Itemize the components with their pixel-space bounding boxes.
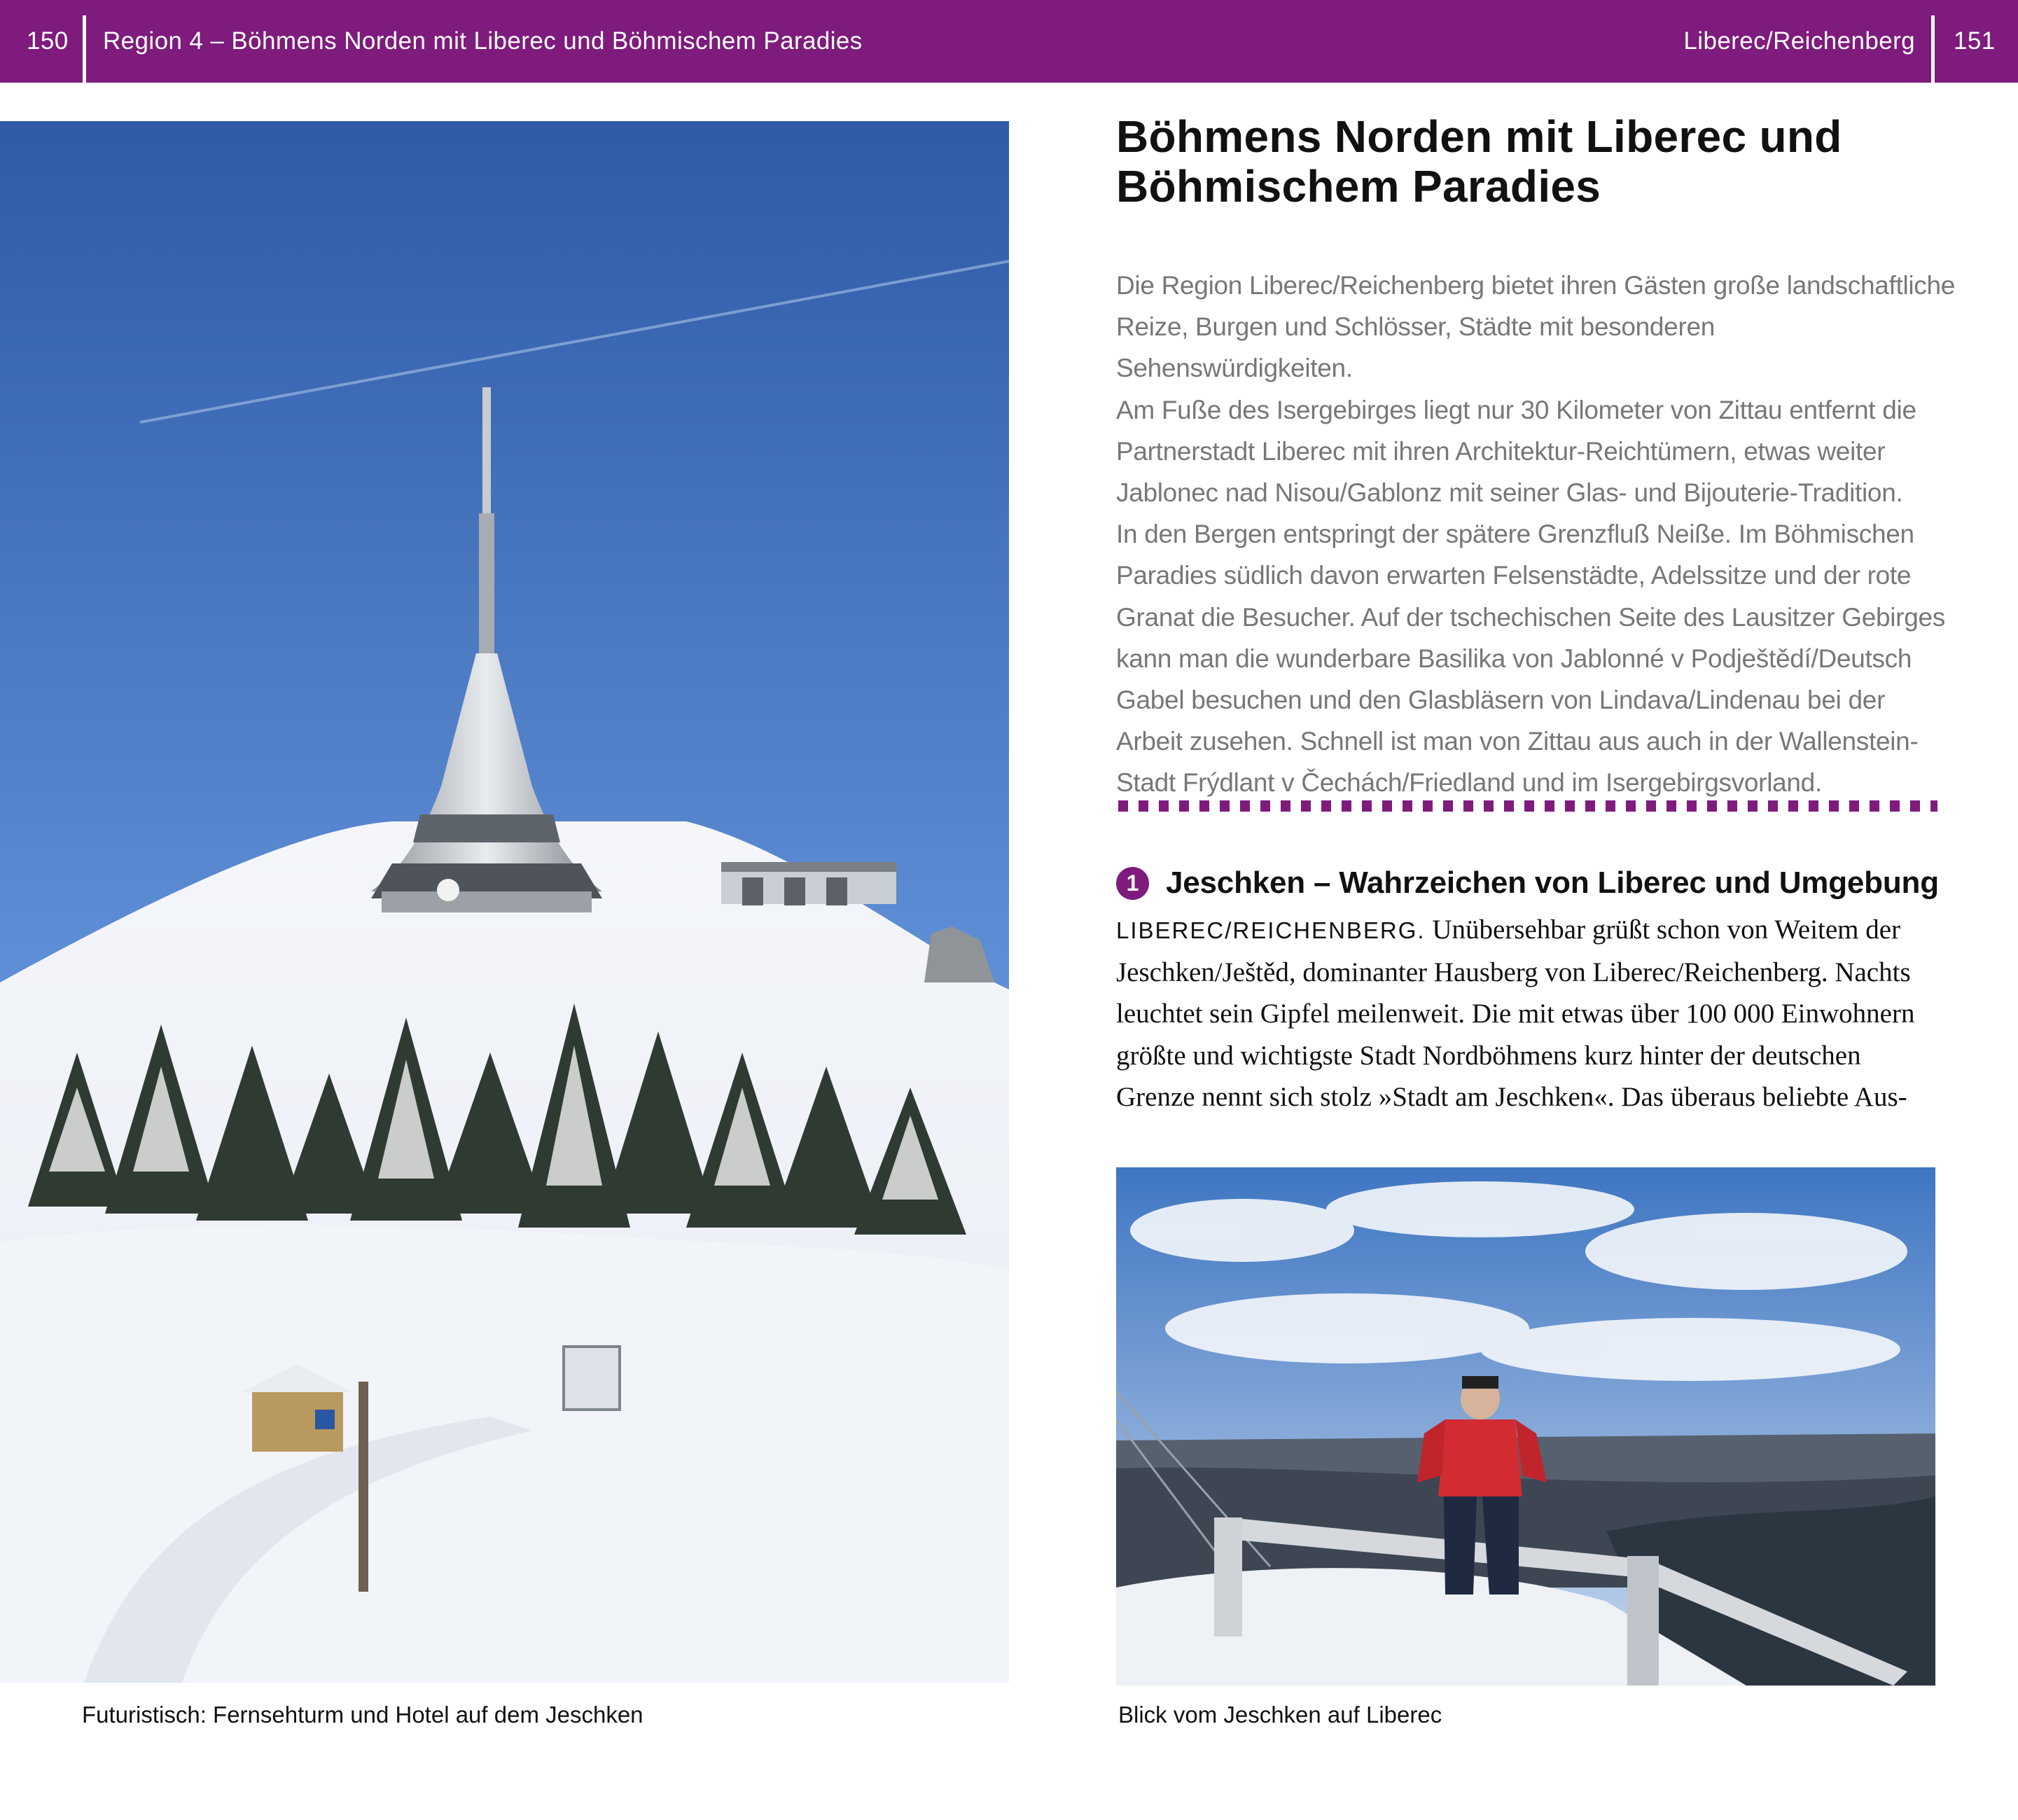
right-photo-caption: Blick vom Jeschken auf Liberec — [1118, 1702, 1442, 1728]
title-line-2: Böhmischem Paradies — [1116, 161, 1601, 211]
right-page-number: 151 — [1954, 27, 1996, 55]
left-photo-caption: Futuristisch: Fernsehturm und Hotel auf dem Jeschken — [82, 1702, 643, 1728]
tower-photo — [0, 121, 1009, 1683]
title-line-1: Böhmens Norden mit Liberec und — [1116, 111, 1842, 162]
dotted-divider — [1118, 800, 1937, 812]
left-running-title: Region 4 – Böhmens Norden mit Liberec und Böhmischem Paradies — [103, 27, 863, 55]
right-running-title: Liberec/Reichenberg — [1683, 27, 1915, 55]
section-lead: LIBEREC/REICHENBERG. — [1116, 917, 1426, 943]
section-heading — [1116, 866, 1939, 908]
section-number-badge: 1 — [1116, 867, 1149, 900]
page-title — [1116, 112, 1970, 211]
header-separator — [83, 15, 86, 83]
section-body-text: Unübersehbar grüßt schon von Weitem der Jeschken/Ještěd, dominanter Hausberg von Liberec/Reichenberg. Nachts leuchtet sein Gipfel meilenweit. Die mit etwas über 100 000 Einwohnern größte und wichtigste Stadt Nordböhmens kurz hinter der deutschen Grenze nennt sich stolz »Stadt am Jeschken«. Das überaus beliebte Aus- — [1116, 915, 1915, 1112]
viewpoint-photo — [1116, 1167, 1935, 1686]
left-page-number: 150 — [27, 27, 69, 55]
section-body — [1116, 909, 1977, 1118]
section-title: Jeschken – Wahrzeichen von Liberec und Umgebung — [1166, 866, 1939, 900]
intro-paragraph: Die Region Liberec/Reichenberg bietet ihren Gästen große landschaftliche Reize, Burgen und Schlösser, Städte mit besonderen Sehenswürdigkeiten. Am Fuße des Isergebirges liegt nur 30 Kilometer von Zittau entfernt die Partnerstadt Liberec mit ihren Architektur-Reichtümern, etwas weiter Jablonec nad Nisou/Gablonz mit seiner Glas- und Bijouterie-Tradition. In den Bergen entspringt der spätere Grenzfluß Neiße. Im Böhmischen Paradies südlich davon erwarten Felsenstädte, Adelssitze und der rote Granat die Besucher. Auf der tschechischen Seite des Lausitzer Gebirges kann man die wunderbare Basilika von Jablonné v Podještědí/Deutsch Gabel besuchen und den Glasbläsern von Lindava/Lindenau bei der Arbeit zusehen. Schnell ist man von Zittau aus auch in der Wallenstein- Stadt Frýdlant v Čechách/Friedland und im Isergebirgsvorland. — [1116, 271, 1956, 798]
header-separator — [1931, 15, 1935, 83]
